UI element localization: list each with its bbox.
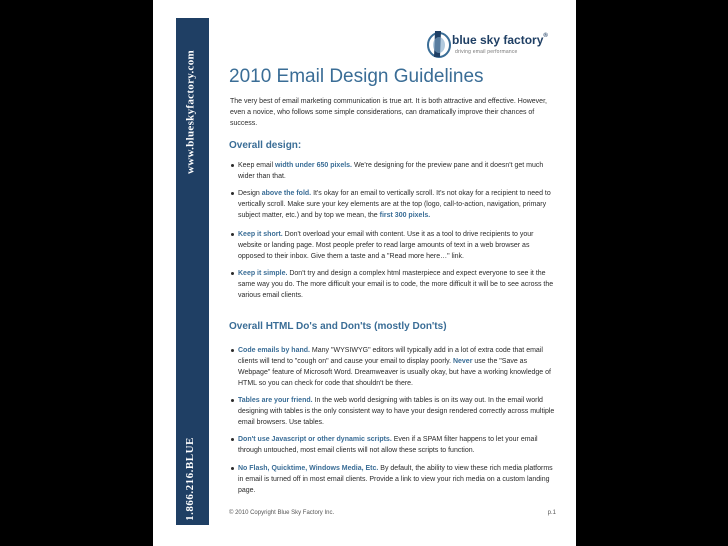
list-item: Keep it short. Don't overload your email with content. Use it as a tool to drive recipients to your website or landing page. Most people prefer to read large amounts of text in a web browser as opposed to their inbox. Give them a taste and a "Read more here…" link. xyxy=(238,229,556,262)
bullet-icon xyxy=(231,399,234,402)
bullet-icon xyxy=(231,233,234,236)
section-heading-html-dos-donts: Overall HTML Do's and Don'ts (mostly Don'ts) xyxy=(229,321,447,332)
bullet-icon xyxy=(231,467,234,470)
list-item: Design above the fold. It's okay for an email to vertically scroll. It's not okay for a recipient to need to vertically scroll. Make sure your key elements are at the top (logo, call-to-action, navigation, primary subject matter, etc.) and by top we mean, the first 300 pixels. xyxy=(238,188,556,221)
bullet-icon xyxy=(231,164,234,167)
page-number: p.1 xyxy=(547,510,556,516)
list-item: Keep it simple. Don't try and design a complex html masterpiece and expect everyone to see it the same way you do. The more difficult your email is to code, the more difficult it will be to see across the various email clients. xyxy=(238,268,556,301)
list-item: Don't use Javascript or other dynamic scripts. Even if a SPAM filter happens to let your email through untouched, most email clients will not allow these scripts to function. xyxy=(238,434,556,456)
company-logo xyxy=(425,27,555,63)
bullet-icon xyxy=(231,192,234,195)
logo-name: blue sky factory xyxy=(452,33,544,47)
footer-copyright: © 2010 Copyright Blue Sky Factory Inc. xyxy=(229,510,335,516)
list-item: No Flash, Quicktime, Windows Media, Etc. By default, the ability to view these rich media platforms in email is turned off in most email clients. Provide a link to view your rich media on a custom landing page. xyxy=(238,463,556,496)
list-item: Keep email width under 650 pixels. We're designing for the preview pane and it doesn't get much wider than that. xyxy=(238,160,556,182)
bullet-icon xyxy=(231,438,234,441)
phone-number: 1.866.216.BLUE xyxy=(184,437,196,521)
logo-tagline: driving email performance xyxy=(455,49,518,55)
page-title: 2010 Email Design Guidelines xyxy=(229,66,484,87)
intro-paragraph: The very best of email marketing communication is true art. It is both attractive and effective. However, even a novice, who follows some simple considerations, can dramatically improve their chances of success. xyxy=(230,98,547,127)
section-heading-overall-design: Overall design: xyxy=(229,140,302,151)
document-page xyxy=(153,0,576,546)
list-item: Code emails by hand. Many "WYSIWYG" editors will typically add in a lot of extra code that email clients will tend to "cough on" and cause your email to display poorly. Never use the "Save as Webpage" feature of Microsoft Word. Dreamweaver is usually okay, but have a working knowledge of HTML so you can check for code that shouldn't be there. xyxy=(238,345,556,389)
list-item: Tables are your friend. In the web world designing with tables is on its way out. In the email world designing with tables is the only consistent way to have your design rendered correctly across multiple email browsers. Use tables. xyxy=(238,395,556,428)
website-url[interactable]: www.blueskyfactory.com xyxy=(184,50,197,174)
bullet-icon xyxy=(231,349,234,352)
registered-mark: ® xyxy=(543,33,548,39)
logo-mark-icon xyxy=(425,27,453,61)
sidebar-band xyxy=(176,18,209,525)
bullet-icon xyxy=(231,272,234,275)
